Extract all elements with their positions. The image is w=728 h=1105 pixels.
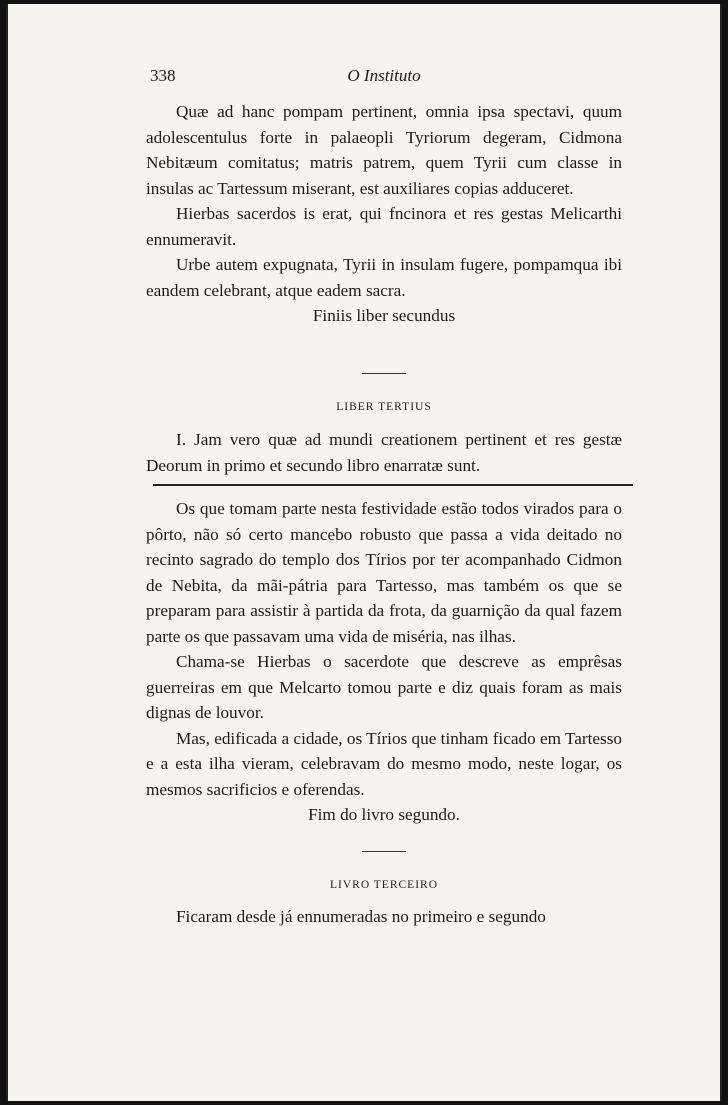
portuguese-paragraph: Mas, edificada a cidade, os Tírios que tinham ficado em Tartesso e a esta ilha vieram, celebravam do mesmo modo, neste logar, os mesmos sacrificios e oferendas. (146, 728, 622, 799)
portuguese-closing: Fim do livro segundo. (308, 805, 460, 824)
latin-section (146, 99, 622, 329)
latin-book-heading: LIBER TERTIUS (336, 401, 432, 413)
latin-paragraph: Hierbas sacerdos is erat, qui fncinora et res gestas Melicarthi ennumeravit. (146, 204, 622, 249)
latin-paragraph: Urbe autem expugnata, Tyrii in insulam fugere, pompamqua ibi eandem celebrant, atque eadem sacra. (146, 255, 622, 300)
portuguese-paragraph: Chama-se Hierbas o sacerdote que descreve as emprêsas guerreiras em que Melcarto tomou parte e diz quais foram as mais dignas de louvor. (146, 652, 622, 722)
portuguese-book-heading: LIVRO TERCEIRO (329, 879, 439, 891)
page-number: 338 (150, 66, 176, 85)
portuguese-book-section (146, 904, 622, 930)
latin-paragraph: Quæ ad hanc pompam pertinent, omnia ipsa spectavi, quum adolescentulus forte in palaeopli Tyriorum degeram, Cidmona Nebitæum comitatus; matris patrem, quem Tyrii cum classe in insulas ac Tartessum miserant, est auxiliares copias adduceret. (146, 102, 622, 198)
latin-book-paragraph: I. Jam vero quæ ad mundi creationem pertinent et res gestæ Deorum in primo et secundo libro enarratæ sunt. (146, 430, 622, 475)
portuguese-book-paragraph: Ficaram desde já ennumeradas no primeiro e segundo (176, 907, 546, 926)
portuguese-section (146, 496, 622, 828)
section-divider (146, 373, 622, 374)
page-header (146, 66, 622, 90)
translation-divider (153, 484, 633, 486)
section-divider-2 (146, 851, 622, 852)
latin-closing: Finiis liber secundus (312, 306, 456, 325)
portuguese-paragraph: Os que tomam parte nesta festividade estão todos virados para o pôrto, não só certo mancebo robusto que passa a vida deitado no recinto sagrado do templo dos Tírios por ter acompanhado Cidmon de Nebita, da mãi-pátria para Tartesso, mas também os que se preparam para assistir à partida da frota, da guarnição da qual fazem parte os que passavam uma vida de miséria, nas ilhas. (146, 499, 622, 646)
short-rule (362, 851, 406, 852)
short-rule (362, 373, 406, 374)
latin-book-section (146, 427, 622, 478)
book-page (6, 4, 722, 1101)
running-title: O Instituto (347, 66, 421, 85)
